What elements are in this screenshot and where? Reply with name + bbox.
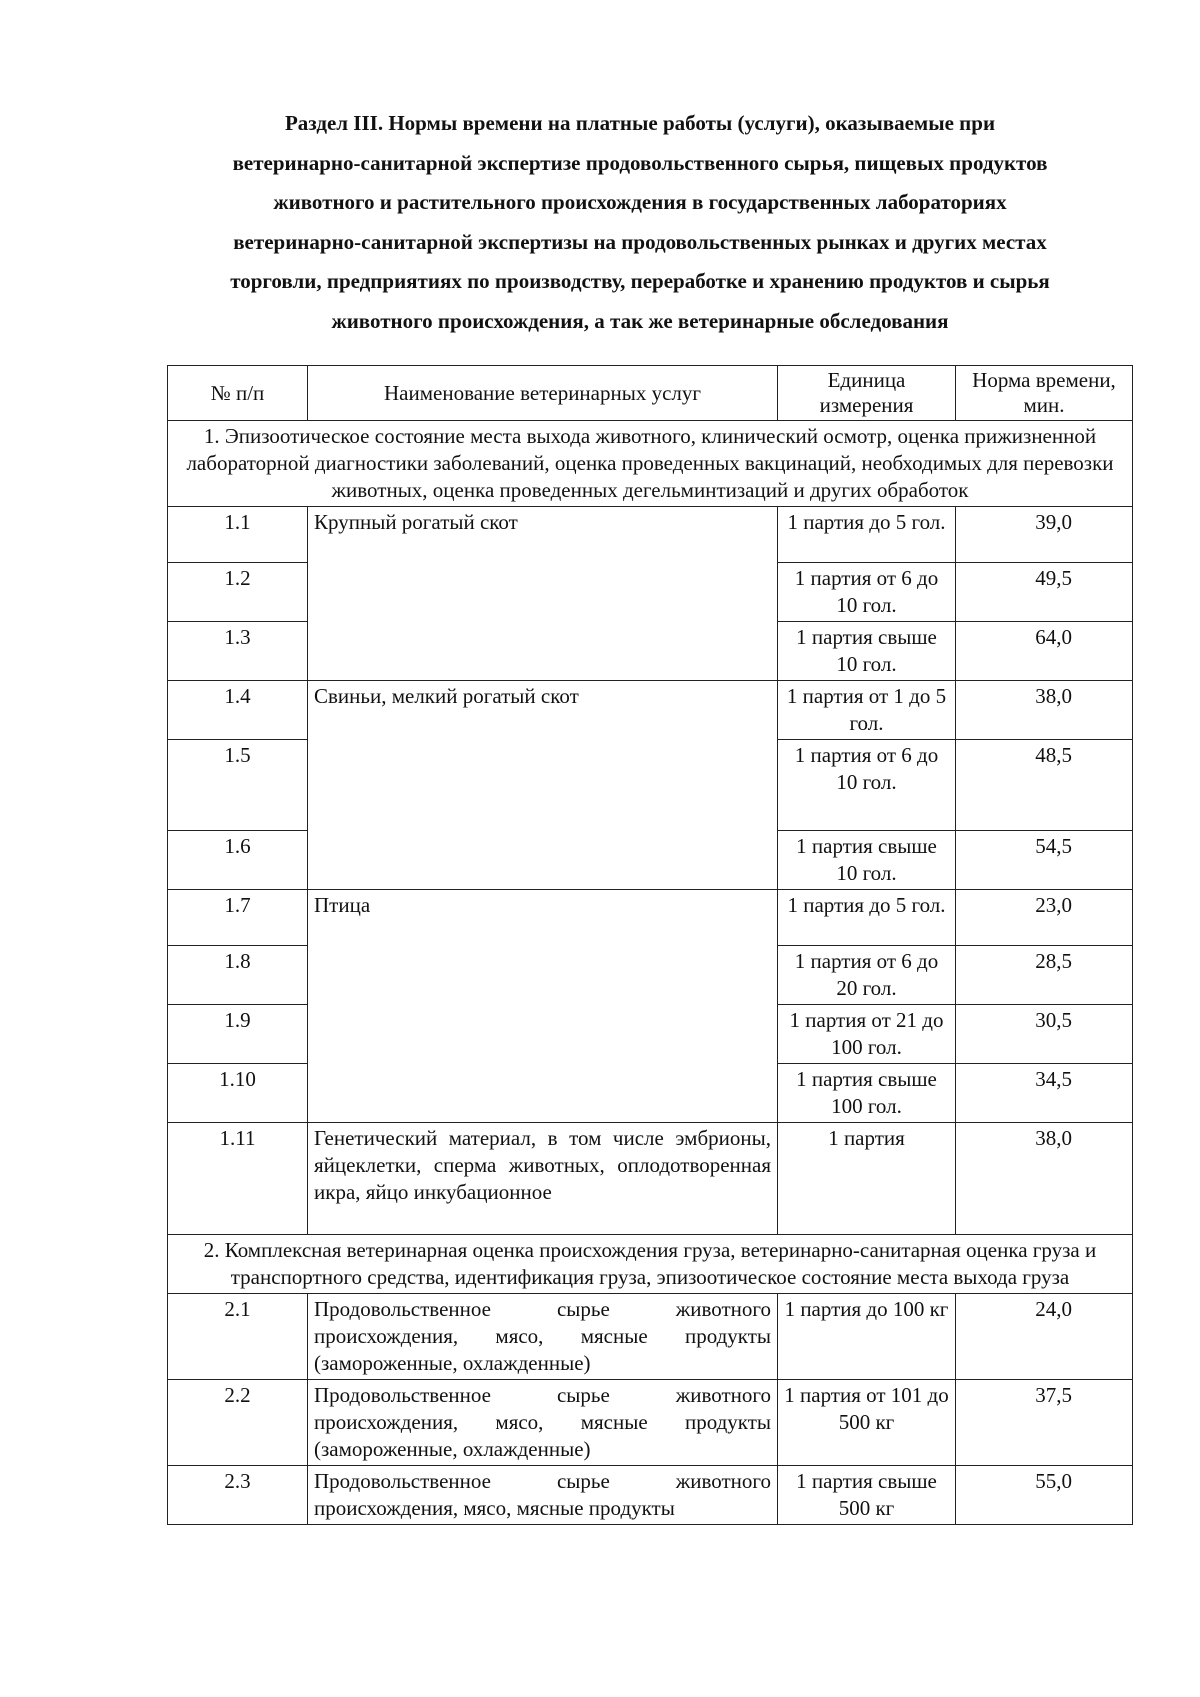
row-num: 1.7 xyxy=(168,890,308,946)
row-name: Продовольственное сырье животного происхождения, мясо, мясные продукты (замороженные, охлажденные) xyxy=(308,1294,778,1380)
row-norm: 55,0 xyxy=(956,1466,1133,1525)
header-norm: Норма времени, мин. xyxy=(956,366,1133,421)
table-row xyxy=(168,1123,1133,1235)
row-norm: 34,5 xyxy=(956,1064,1133,1123)
row-num: 1.11 xyxy=(168,1123,308,1235)
row-norm: 39,0 xyxy=(956,507,1133,563)
row-unit: 1 партия до 5 гол. xyxy=(778,890,956,946)
row-num: 1.2 xyxy=(168,563,308,622)
table-row xyxy=(168,1466,1133,1525)
row-norm: 30,5 xyxy=(956,1005,1133,1064)
row-norm: 28,5 xyxy=(956,946,1133,1005)
row-norm: 38,0 xyxy=(956,1123,1133,1235)
row-unit: 1 партия от 6 до 10 гол. xyxy=(778,740,956,831)
row-unit: 1 партия xyxy=(778,1123,956,1235)
heading-line: животного и растительного происхождения в государственных лабораториях xyxy=(273,190,1007,214)
row-unit: 1 партия до 100 кг xyxy=(778,1294,956,1380)
row-num: 1.8 xyxy=(168,946,308,1005)
table-row xyxy=(168,1380,1133,1466)
row-unit: 1 партия свыше 10 гол. xyxy=(778,831,956,890)
row-name: Свиньи, мелкий рогатый скот xyxy=(308,681,778,890)
row-name: Генетический материал, в том числе эмбрионы, яйцеклетки, сперма животных, оплодотворенная икра, яйцо инкубационное xyxy=(308,1123,778,1235)
section-row xyxy=(168,1235,1133,1294)
row-num: 1.1 xyxy=(168,507,308,563)
row-norm: 54,5 xyxy=(956,831,1133,890)
row-unit: 1 партия от 1 до 5 гол. xyxy=(778,681,956,740)
row-num: 1.10 xyxy=(168,1064,308,1123)
row-num: 2.1 xyxy=(168,1294,308,1380)
row-norm: 49,5 xyxy=(956,563,1133,622)
section-row xyxy=(168,421,1133,507)
row-num: 1.4 xyxy=(168,681,308,740)
row-unit: 1 партия свыше 100 гол. xyxy=(778,1064,956,1123)
row-num: 2.3 xyxy=(168,1466,308,1525)
norms-table xyxy=(167,365,1133,1525)
section-title: 1. Эпизоотическое состояние места выхода животного, клинический осмотр, оценка прижизненной лабораторной диагностики заболеваний, оценка проведенных вакцинаций, необходимых для перевозки животных, оценка проведенных дегельминтизаций и других обработок xyxy=(168,421,1133,507)
table-row xyxy=(168,681,1133,740)
row-norm: 64,0 xyxy=(956,622,1133,681)
table-row xyxy=(168,507,1133,563)
row-num: 1.5 xyxy=(168,740,308,831)
row-unit: 1 партия от 6 до 10 гол. xyxy=(778,563,956,622)
row-unit: 1 партия от 101 до 500 кг xyxy=(778,1380,956,1466)
row-name: Птица xyxy=(308,890,778,1123)
row-unit: 1 партия от 21 до 100 гол. xyxy=(778,1005,956,1064)
row-unit: 1 партия свыше 10 гол. xyxy=(778,622,956,681)
table-header-row xyxy=(168,366,1133,421)
row-name: Продовольственное сырье животного происхождения, мясо, мясные продукты (замороженные, охлажденные) xyxy=(308,1380,778,1466)
row-unit: 1 партия свыше 500 кг xyxy=(778,1466,956,1525)
row-norm: 37,5 xyxy=(956,1380,1133,1466)
row-num: 1.3 xyxy=(168,622,308,681)
row-unit: 1 партия до 5 гол. xyxy=(778,507,956,563)
row-norm: 23,0 xyxy=(956,890,1133,946)
row-norm: 38,0 xyxy=(956,681,1133,740)
header-unit: Единица измерения xyxy=(778,366,956,421)
row-num: 2.2 xyxy=(168,1380,308,1466)
header-name: Наименование ветеринарных услуг xyxy=(308,366,778,421)
table-row xyxy=(168,1294,1133,1380)
header-num: № п/п xyxy=(168,366,308,421)
row-num: 1.6 xyxy=(168,831,308,890)
heading-line: ветеринарно-санитарной экспертизы на продовольственных рынках и других местах xyxy=(233,229,1047,254)
row-unit: 1 партия от 6 до 20 гол. xyxy=(778,946,956,1005)
row-norm: 24,0 xyxy=(956,1294,1133,1380)
heading-line: торговли, предприятиях по производству, переработке и хранению продуктов и сырья xyxy=(230,269,1050,293)
heading-line: Раздел III. Нормы времени на платные работы (услуги), оказываемые при xyxy=(284,111,996,135)
row-num: 1.9 xyxy=(168,1005,308,1064)
row-norm: 48,5 xyxy=(956,740,1133,831)
section-heading xyxy=(150,104,1130,341)
row-name: Крупный рогатый скот xyxy=(308,507,778,681)
heading-line: ветеринарно-санитарной экспертизе продовольственного сырья, пищевых продуктов xyxy=(232,150,1048,175)
row-name: Продовольственное сырье животного происхождения, мясо, мясные продукты xyxy=(308,1466,778,1525)
heading-line: животного происхождения, а так же ветеринарные обследования xyxy=(331,308,949,333)
section-title: 2. Комплексная ветеринарная оценка происхождения груза, ветеринарно-санитарная оценка груза и транспортного средства, идентификация груза, эпизоотическое состояние места выхода груза xyxy=(168,1235,1133,1294)
table-row xyxy=(168,890,1133,946)
